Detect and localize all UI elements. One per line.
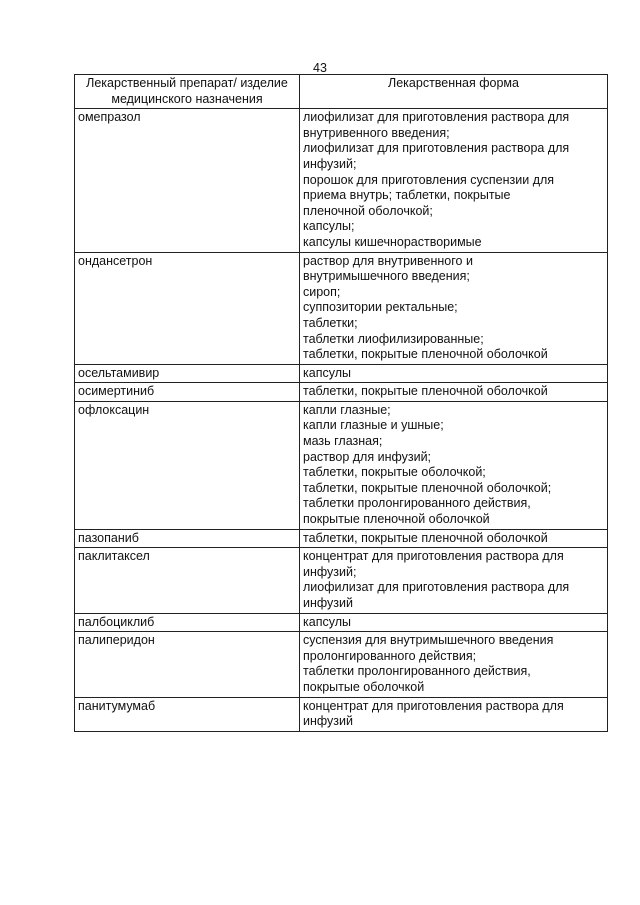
- dosage-form-line: пролонгированного действия;: [303, 648, 477, 663]
- dosage-forms: [300, 109, 608, 252]
- dosage-form-line: инфузий: [303, 596, 353, 610]
- drug-name: ондансетрон: [75, 252, 300, 364]
- dosage-form-line: капсулы кишечнорастворимые: [303, 234, 482, 249]
- dosage-form-line: таблетки, покрытые пленочной оболочкой: [303, 347, 548, 362]
- dosage-form-line: таблетки пролонгированного действия,: [303, 664, 531, 679]
- table-row: [75, 548, 608, 613]
- dosage-form-line: таблетки, покрытые пленочной оболочкой: [303, 530, 548, 545]
- column-header-drug: Лекарственный препарат/ изделие медицинского назначения: [75, 75, 300, 109]
- dosage-form-line: покрытые пленочной оболочкой: [303, 512, 490, 527]
- dosage-form-line: таблетки, покрытые пленочной оболочкой;: [303, 480, 552, 495]
- table-row: [75, 109, 608, 252]
- dosage-form-line: лиофилизат для приготовления раствора для: [303, 580, 570, 595]
- dosage-form-line: внутримышечного введения;: [303, 269, 470, 284]
- drug-table: [74, 74, 608, 732]
- dosage-form-line: таблетки лиофилизированные;: [303, 331, 484, 346]
- dosage-form-line: таблетки, покрытые оболочкой;: [303, 465, 486, 480]
- table-row: [75, 697, 608, 731]
- dosage-forms: [300, 383, 608, 402]
- dosage-forms: [300, 632, 608, 697]
- dosage-form-line: капли глазные;: [303, 402, 391, 417]
- dosage-form-line: инфузий;: [303, 564, 357, 579]
- dosage-form-line: капсулы: [303, 614, 351, 629]
- drug-name: омепразол: [75, 109, 300, 252]
- drug-name: офлоксацин: [75, 401, 300, 529]
- dosage-form-line: раствор для внутривенного и: [303, 253, 473, 268]
- drug-name: паклитаксел: [75, 548, 300, 613]
- dosage-forms: [300, 529, 608, 548]
- dosage-form-line: капсулы;: [303, 219, 355, 234]
- drug-name: пазопаниб: [75, 529, 300, 548]
- column-header-form: Лекарственная форма: [300, 75, 608, 109]
- drug-name: осельтамивир: [75, 364, 300, 383]
- dosage-form-line: капли глазные и ушные;: [303, 418, 444, 433]
- table-row: [75, 364, 608, 383]
- dosage-form-line: пленочной оболочкой;: [303, 203, 433, 218]
- table-row: [75, 383, 608, 402]
- drug-name: осимертиниб: [75, 383, 300, 402]
- dosage-form-line: сироп;: [303, 284, 341, 299]
- dosage-form-line: суппозитории ректальные;: [303, 300, 458, 315]
- dosage-form-line: суспензия для внутримышечного введения: [303, 633, 554, 648]
- dosage-forms: [300, 697, 608, 731]
- table-header-row: [75, 75, 608, 109]
- dosage-form-line: инфузий: [303, 714, 353, 729]
- dosage-form-line: концентрат для приготовления раствора для: [303, 698, 564, 713]
- table-row: [75, 252, 608, 364]
- table-row: [75, 529, 608, 548]
- dosage-form-line: таблетки пролонгированного действия,: [303, 496, 531, 511]
- dosage-form-line: лиофилизат для приготовления раствора для: [303, 141, 570, 156]
- dosage-form-line: концентрат для приготовления раствора для: [303, 549, 564, 564]
- table-body: [75, 109, 608, 732]
- dosage-form-line: инфузий;: [303, 156, 357, 171]
- dosage-forms: [300, 613, 608, 632]
- drug-name: палбоциклиб: [75, 613, 300, 632]
- dosage-form-line: порошок для приготовления суспензии для: [303, 172, 555, 187]
- dosage-form-line: таблетки, покрытые пленочной оболочкой: [303, 384, 548, 399]
- drug-name: панитумумаб: [75, 697, 300, 731]
- dosage-form-line: внутривенного введения;: [303, 125, 450, 140]
- dosage-form-line: капсулы: [303, 365, 351, 380]
- dosage-form-line: покрытые оболочкой: [303, 679, 425, 694]
- table-row: [75, 401, 608, 529]
- drug-name: палиперидон: [75, 632, 300, 697]
- dosage-forms: [300, 364, 608, 383]
- dosage-form-line: раствор для инфузий;: [303, 449, 432, 464]
- dosage-forms: [300, 548, 608, 613]
- page-number: 43: [313, 61, 327, 75]
- dosage-forms: [300, 401, 608, 529]
- table-row: [75, 613, 608, 632]
- dosage-form-line: таблетки;: [303, 315, 358, 330]
- table-row: [75, 632, 608, 697]
- dosage-form-line: мазь глазная;: [303, 434, 383, 449]
- dosage-form-line: приема внутрь; таблетки, покрытые: [303, 188, 511, 203]
- dosage-forms: [300, 252, 608, 364]
- dosage-form-line: лиофилизат для приготовления раствора для: [303, 110, 570, 125]
